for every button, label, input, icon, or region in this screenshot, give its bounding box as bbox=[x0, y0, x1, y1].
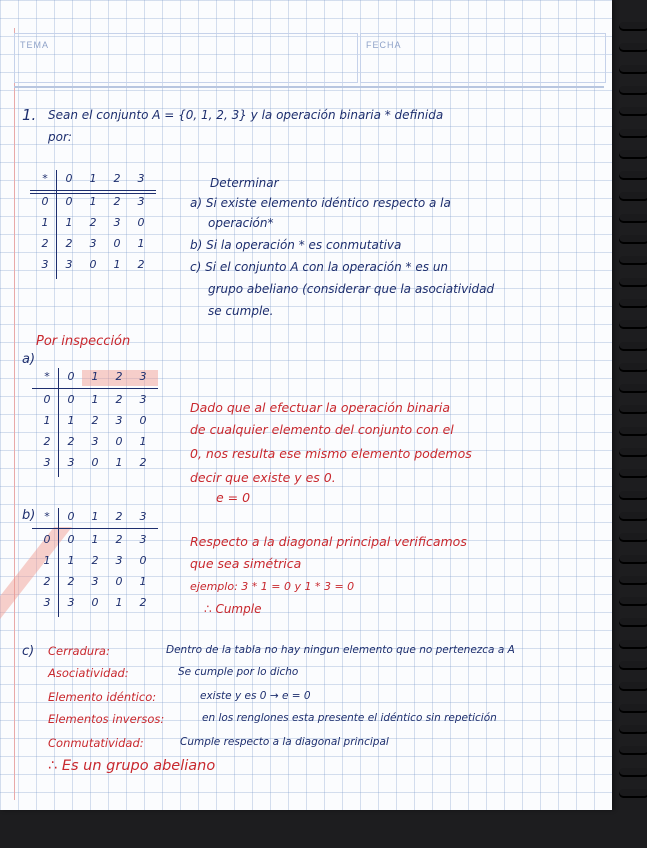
binding-ring bbox=[619, 86, 647, 95]
margin-line bbox=[14, 28, 15, 800]
binding-ring bbox=[619, 363, 647, 372]
label-a: a) bbox=[22, 352, 36, 367]
table-cell: 2 bbox=[67, 435, 75, 448]
answer-b-conclusion: ∴ Cumple bbox=[204, 602, 262, 616]
table-row-label: 1 bbox=[43, 554, 51, 567]
binding-ring bbox=[619, 342, 647, 351]
binding-ring bbox=[619, 65, 647, 74]
table-header-cell: 1 bbox=[91, 510, 99, 523]
table-cell: 3 bbox=[115, 414, 123, 427]
table-divider bbox=[58, 368, 59, 477]
problem-number: 1. bbox=[22, 106, 37, 124]
table-cell: 0 bbox=[67, 393, 75, 406]
fecha-label: FECHA bbox=[366, 40, 402, 50]
table-operator: * bbox=[44, 510, 50, 523]
answer-c-key: Conmutatividad: bbox=[48, 736, 144, 750]
table-cell: 1 bbox=[91, 393, 99, 406]
table-cell: 3 bbox=[115, 554, 123, 567]
table-header-cell: 2 bbox=[115, 370, 123, 383]
operation-table bbox=[30, 170, 170, 280]
header-divider bbox=[14, 86, 604, 88]
table-operator: * bbox=[42, 172, 48, 185]
table-cell: 3 bbox=[89, 237, 97, 250]
table-row-label: 3 bbox=[43, 456, 51, 469]
binding-ring bbox=[619, 320, 647, 329]
table-header-cell: 2 bbox=[115, 510, 123, 523]
table-cell: 2 bbox=[67, 575, 75, 588]
binding-ring bbox=[619, 384, 647, 393]
label-c: c) bbox=[22, 644, 35, 659]
answer-c-text: Se cumple por lo dicho bbox=[178, 666, 299, 678]
determine-item: a) Si existe elemento idéntico respecto a la bbox=[190, 196, 451, 210]
table-header-cell: 3 bbox=[139, 510, 147, 523]
table-divider bbox=[56, 170, 57, 279]
table-header-cell: 0 bbox=[67, 510, 75, 523]
table-header-cell: 1 bbox=[89, 172, 97, 185]
answer-c-text: en los renglones esta presente el idéntico sin repetición bbox=[202, 712, 497, 724]
table-cell: 3 bbox=[113, 216, 121, 229]
table-cell: 2 bbox=[139, 456, 147, 469]
answer-c-key: Elementos inversos: bbox=[48, 712, 165, 726]
operation-table-b bbox=[32, 508, 172, 620]
table-cell: 3 bbox=[91, 575, 99, 588]
answer-c-text: Cumple respecto a la diagonal principal bbox=[180, 736, 389, 748]
table-cell: 0 bbox=[115, 435, 123, 448]
table-cell: 0 bbox=[139, 554, 147, 567]
answer-a-line: 0, nos resulta ese mismo elemento podemos bbox=[190, 446, 472, 461]
table-cell: 3 bbox=[139, 533, 147, 546]
table-cell: 2 bbox=[113, 195, 121, 208]
determine-item: b) Si la operación * es conmutativa bbox=[190, 238, 402, 252]
table-row-label: 0 bbox=[41, 195, 49, 208]
binding-ring bbox=[619, 682, 647, 691]
table-cell: 0 bbox=[91, 456, 99, 469]
answer-a-line: Dado que al efectuar la operación binaria bbox=[190, 400, 451, 415]
table-cell: 2 bbox=[115, 533, 123, 546]
binding-ring bbox=[619, 448, 647, 457]
table-cell: 0 bbox=[113, 237, 121, 250]
table-divider bbox=[32, 528, 158, 529]
table-header-cell: 0 bbox=[65, 172, 73, 185]
binding-ring bbox=[619, 640, 647, 649]
table-cell: 2 bbox=[89, 216, 97, 229]
table-cell: 1 bbox=[89, 195, 97, 208]
binding-ring bbox=[619, 256, 647, 265]
binding-ring bbox=[619, 129, 647, 138]
table-row-label: 1 bbox=[43, 414, 51, 427]
table-cell: 3 bbox=[137, 195, 145, 208]
table-cell: 1 bbox=[91, 533, 99, 546]
table-divider bbox=[30, 193, 156, 194]
table-cell: 2 bbox=[137, 258, 145, 271]
determine-item: grupo abeliano (considerar que la asociatividad bbox=[208, 282, 495, 296]
binding-ring bbox=[619, 768, 647, 777]
table-cell: 0 bbox=[67, 533, 75, 546]
conclusion: ∴ Es un grupo abeliano bbox=[48, 758, 216, 774]
table-cell: 1 bbox=[115, 596, 123, 609]
table-cell: 3 bbox=[91, 435, 99, 448]
answer-c-text: existe y es 0 → e = 0 bbox=[200, 690, 311, 702]
determine-item: operación* bbox=[208, 216, 274, 230]
binding-ring bbox=[619, 725, 647, 734]
answer-a-line: decir que existe y es 0. bbox=[190, 470, 336, 485]
table-cell: 3 bbox=[139, 393, 147, 406]
table-cell: 0 bbox=[65, 195, 73, 208]
binding-ring bbox=[619, 214, 647, 223]
answer-c-key: Elemento idéntico: bbox=[48, 690, 157, 704]
table-cell: 1 bbox=[139, 435, 147, 448]
binding-ring bbox=[619, 235, 647, 244]
determine-item: c) Si el conjunto A con la operación * es un bbox=[190, 260, 449, 274]
table-cell: 1 bbox=[67, 554, 75, 567]
answer-b-line: que sea simétrica bbox=[190, 556, 302, 571]
table-cell: 2 bbox=[91, 414, 99, 427]
table-cell: 1 bbox=[115, 456, 123, 469]
table-row-label: 0 bbox=[43, 533, 51, 546]
binding-ring bbox=[619, 597, 647, 606]
problem-line-2: por: bbox=[48, 130, 72, 144]
binding-ring bbox=[619, 491, 647, 500]
binding-ring bbox=[619, 171, 647, 180]
table-cell: 1 bbox=[67, 414, 75, 427]
binding-ring bbox=[619, 299, 647, 308]
table-cell: 0 bbox=[137, 216, 145, 229]
table-divider bbox=[30, 190, 156, 191]
answer-b-example: ejemplo: 3 * 1 = 0 y 1 * 3 = 0 bbox=[190, 580, 355, 593]
table-cell: 2 bbox=[91, 554, 99, 567]
table-operator: * bbox=[44, 370, 50, 383]
table-cell: 0 bbox=[115, 575, 123, 588]
binding-ring bbox=[619, 469, 647, 478]
answer-b-line: Respecto a la diagonal principal verificamos bbox=[190, 534, 467, 549]
binding-ring bbox=[619, 427, 647, 436]
tema-label: TEMA bbox=[20, 40, 50, 50]
table-row-label: 2 bbox=[43, 575, 51, 588]
table-divider bbox=[58, 508, 59, 617]
binding-ring bbox=[619, 107, 647, 116]
table-cell: 2 bbox=[65, 237, 73, 250]
label-b: b) bbox=[22, 508, 36, 523]
identity-result: e = 0 bbox=[216, 490, 251, 505]
binding-ring bbox=[619, 576, 647, 585]
table-cell: 3 bbox=[67, 596, 75, 609]
answer-c-key: Asociatividad: bbox=[48, 666, 129, 680]
binding-ring bbox=[619, 512, 647, 521]
binding-ring bbox=[619, 533, 647, 542]
table-header-cell: 2 bbox=[113, 172, 121, 185]
table-header-cell: 0 bbox=[67, 370, 75, 383]
table-cell: 1 bbox=[113, 258, 121, 271]
binding-ring bbox=[619, 150, 647, 159]
table-cell: 2 bbox=[139, 596, 147, 609]
binding-ring bbox=[619, 405, 647, 414]
table-header-cell: 3 bbox=[137, 172, 145, 185]
table-cell: 1 bbox=[137, 237, 145, 250]
table-row-label: 1 bbox=[41, 216, 49, 229]
table-cell: 0 bbox=[139, 414, 147, 427]
problem-line-1: Sean el conjunto A = {0, 1, 2, 3} y la operación binaria * definida bbox=[48, 108, 444, 122]
table-cell: 3 bbox=[65, 258, 73, 271]
binding-ring bbox=[619, 746, 647, 755]
binding-ring bbox=[619, 192, 647, 201]
table-row-label: 3 bbox=[43, 596, 51, 609]
table-divider bbox=[32, 388, 158, 389]
binding-ring bbox=[619, 618, 647, 627]
determine-item: se cumple. bbox=[208, 304, 274, 318]
table-row-label: 0 bbox=[43, 393, 51, 406]
binding-ring bbox=[619, 22, 647, 31]
operation-table-a bbox=[32, 368, 172, 480]
table-header-cell: 3 bbox=[139, 370, 147, 383]
answer-c-text: Dentro de la tabla no hay ningun elemento que no pertenezca a A bbox=[166, 644, 515, 656]
answer-a-line: de cualquier elemento del conjunto con el bbox=[190, 422, 454, 437]
table-cell: 0 bbox=[89, 258, 97, 271]
table-cell: 1 bbox=[65, 216, 73, 229]
table-cell: 1 bbox=[139, 575, 147, 588]
binding-ring bbox=[619, 704, 647, 713]
inspection-title: Por inspección bbox=[36, 334, 131, 349]
binding-ring bbox=[619, 661, 647, 670]
binding-ring bbox=[619, 43, 647, 52]
table-row-label: 3 bbox=[41, 258, 49, 271]
table-row-label: 2 bbox=[43, 435, 51, 448]
binding-ring bbox=[619, 555, 647, 564]
table-row-label: 2 bbox=[41, 237, 49, 250]
tema-box bbox=[14, 33, 358, 83]
binding-ring bbox=[619, 789, 647, 798]
determine-title: Determinar bbox=[210, 176, 279, 190]
spiral-binding bbox=[613, 22, 647, 812]
table-cell: 3 bbox=[67, 456, 75, 469]
table-cell: 2 bbox=[115, 393, 123, 406]
table-cell: 0 bbox=[91, 596, 99, 609]
table-header-cell: 1 bbox=[91, 370, 99, 383]
binding-ring bbox=[619, 278, 647, 287]
answer-c-key: Cerradura: bbox=[48, 644, 110, 658]
